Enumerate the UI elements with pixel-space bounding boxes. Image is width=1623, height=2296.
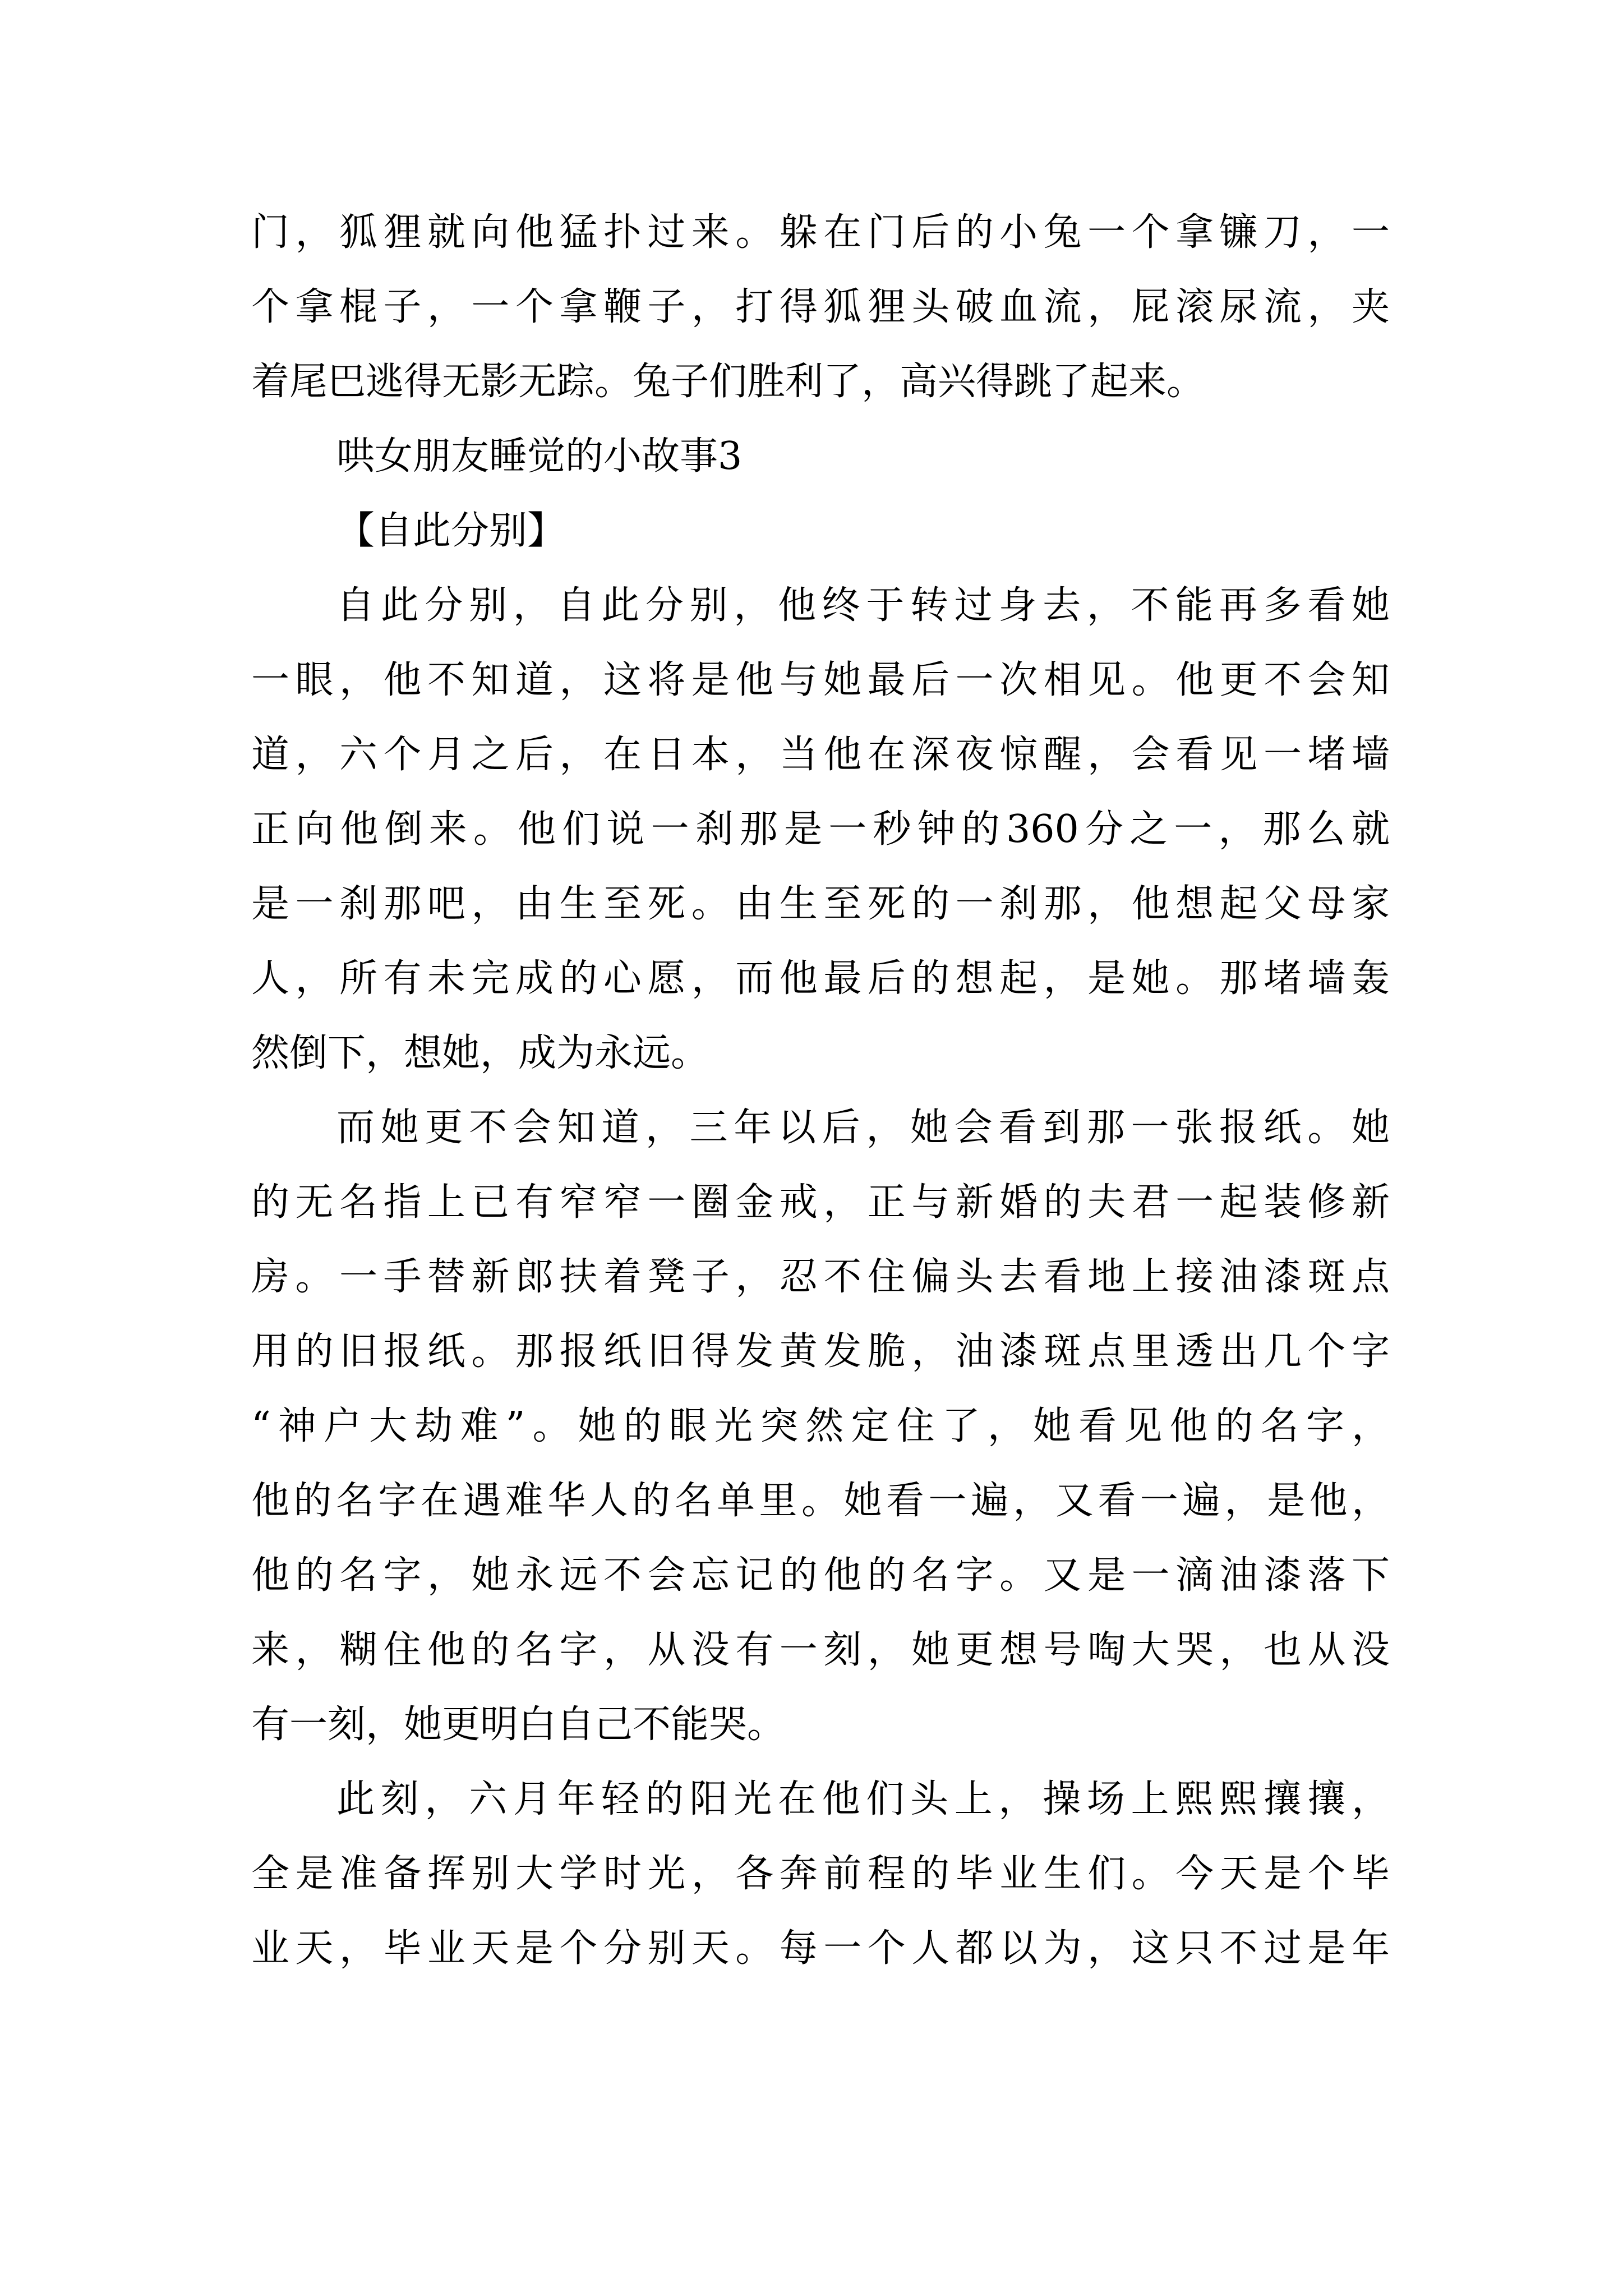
paragraph-line: 此刻，六月年轻的阳光在他们头上，操场上熙熙攘攘，	[336, 1777, 1390, 1821]
paragraph-line: 门，狐狸就向他猛扑过来。躲在门后的小兔一个拿镰刀，一	[251, 210, 1390, 255]
paragraph-line: 他的名字，她永远不会忘记的他的名字。又是一滴油漆落下	[251, 1553, 1390, 1598]
paragraph-line: 一眼，他不知道，这将是他与她最后一次相见。他更不会知	[251, 658, 1390, 702]
paragraph-line: “神户大劫难”。她的眼光突然定住了，她看见他的名字，	[251, 1404, 1390, 1448]
paragraph-line: 人，所有未完成的心愿，而他最后的想起，是她。那堵墙轰	[251, 956, 1390, 1001]
paragraph-line: 正向他倒来。他们说一刹那是一秒钟的360分之一，那么就	[251, 807, 1390, 852]
paragraph-line: 有一刻，她更明白自己不能哭。	[251, 1703, 786, 1747]
paragraph-line: 是一刹那吧，由生至死。由生至死的一刹那，他想起父母家	[251, 882, 1390, 926]
paragraph-line: 业天，毕业天是个分别天。每一个人都以为，这只不过是年	[251, 1926, 1390, 1971]
paragraph-line: 然倒下，想她，成为永远。	[251, 1031, 709, 1075]
paragraph-line: 来，糊住他的名字，从没有一刻，她更想号啕大哭，也从没	[251, 1628, 1390, 1672]
paragraph-line: 的无名指上已有窄窄一圈金戒，正与新婚的夫君一起装修新	[251, 1180, 1390, 1225]
paragraph-line: 房。一手替新郎扶着凳子，忍不住偏头去看地上接油漆斑点	[251, 1255, 1390, 1299]
paragraph-line: 道，六个月之后，在日本，当他在深夜惊醒，会看见一堵墙	[251, 733, 1390, 777]
paragraph-line: 着尾巴逃得无影无踪。兔子们胜利了，高兴得跳了起来。	[251, 360, 1205, 404]
paragraph-line: 自此分别，自此分别，他终于转过身去，不能再多看她	[336, 583, 1390, 628]
paragraph-line: 他的名字在遇难华人的名单里。她看一遍，又看一遍，是他，	[251, 1479, 1390, 1523]
paragraph-line: 用的旧报纸。那报纸旧得发黄发脆，油漆斑点里透出几个字	[251, 1329, 1390, 1374]
paragraph-line: 而她更不会知道，三年以后，她会看到那一张报纸。她	[336, 1106, 1390, 1150]
section-title: 哄女朋友睡觉的小故事3	[336, 434, 743, 478]
story-title: 【自此分别】	[336, 509, 566, 553]
paragraph-line: 个拿棍子，一个拿鞭子，打得狐狸头破血流，屁滚尿流，夹	[251, 285, 1390, 329]
paragraph-line: 全是准备挥别大学时光，各奔前程的毕业生们。今天是个毕	[251, 1852, 1390, 1896]
